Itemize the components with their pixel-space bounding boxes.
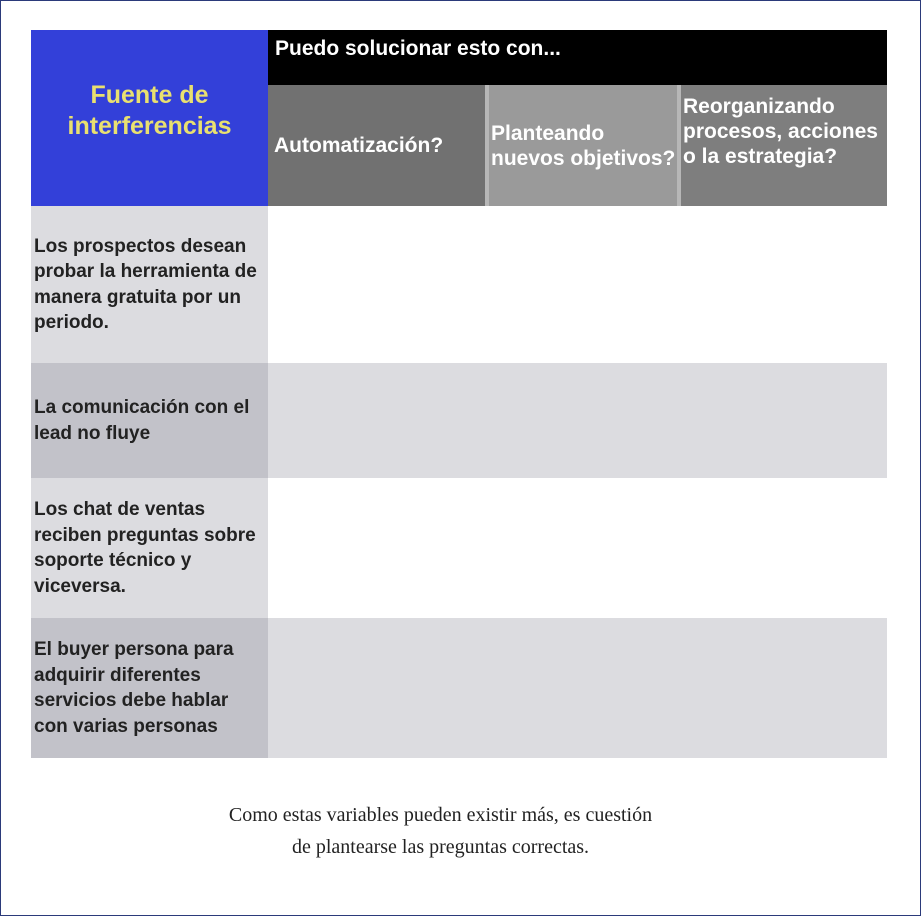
row-empty-cells (268, 206, 887, 363)
column-header-reorganize: Reorganizando procesos, acciones o la estrategia? (677, 85, 887, 206)
footnote-line: de plantearse las preguntas correctas. (291, 836, 590, 858)
row-empty-cells (268, 363, 887, 478)
interference-table (31, 30, 887, 758)
row-label: El buyer persona para adquirir diferentes servicios debe hablar con varias personas (31, 618, 268, 758)
row-label: Los prospectos desean probar la herramienta de manera gratuita por un periodo. (31, 206, 268, 363)
solution-banner: Puedo solucionar esto con... (268, 30, 887, 85)
row-empty-cells (268, 618, 887, 758)
column-header-objectives: Planteando nuevos objetivos? (485, 85, 677, 206)
footnote-line: Como estas variables pueden existir más, es cuestión (228, 804, 653, 826)
source-column-header: Fuente de interferencias (31, 30, 268, 206)
row-label: La comunicación con el lead no fluye (31, 363, 268, 478)
column-divider (485, 85, 489, 206)
footnote (1, 799, 880, 863)
row-label: Los chat de ventas reciben preguntas sobre soporte técnico y viceversa. (31, 478, 268, 618)
column-header-automation: Automatización? (268, 85, 485, 206)
column-divider (677, 85, 681, 206)
row-empty-cells (268, 478, 887, 618)
